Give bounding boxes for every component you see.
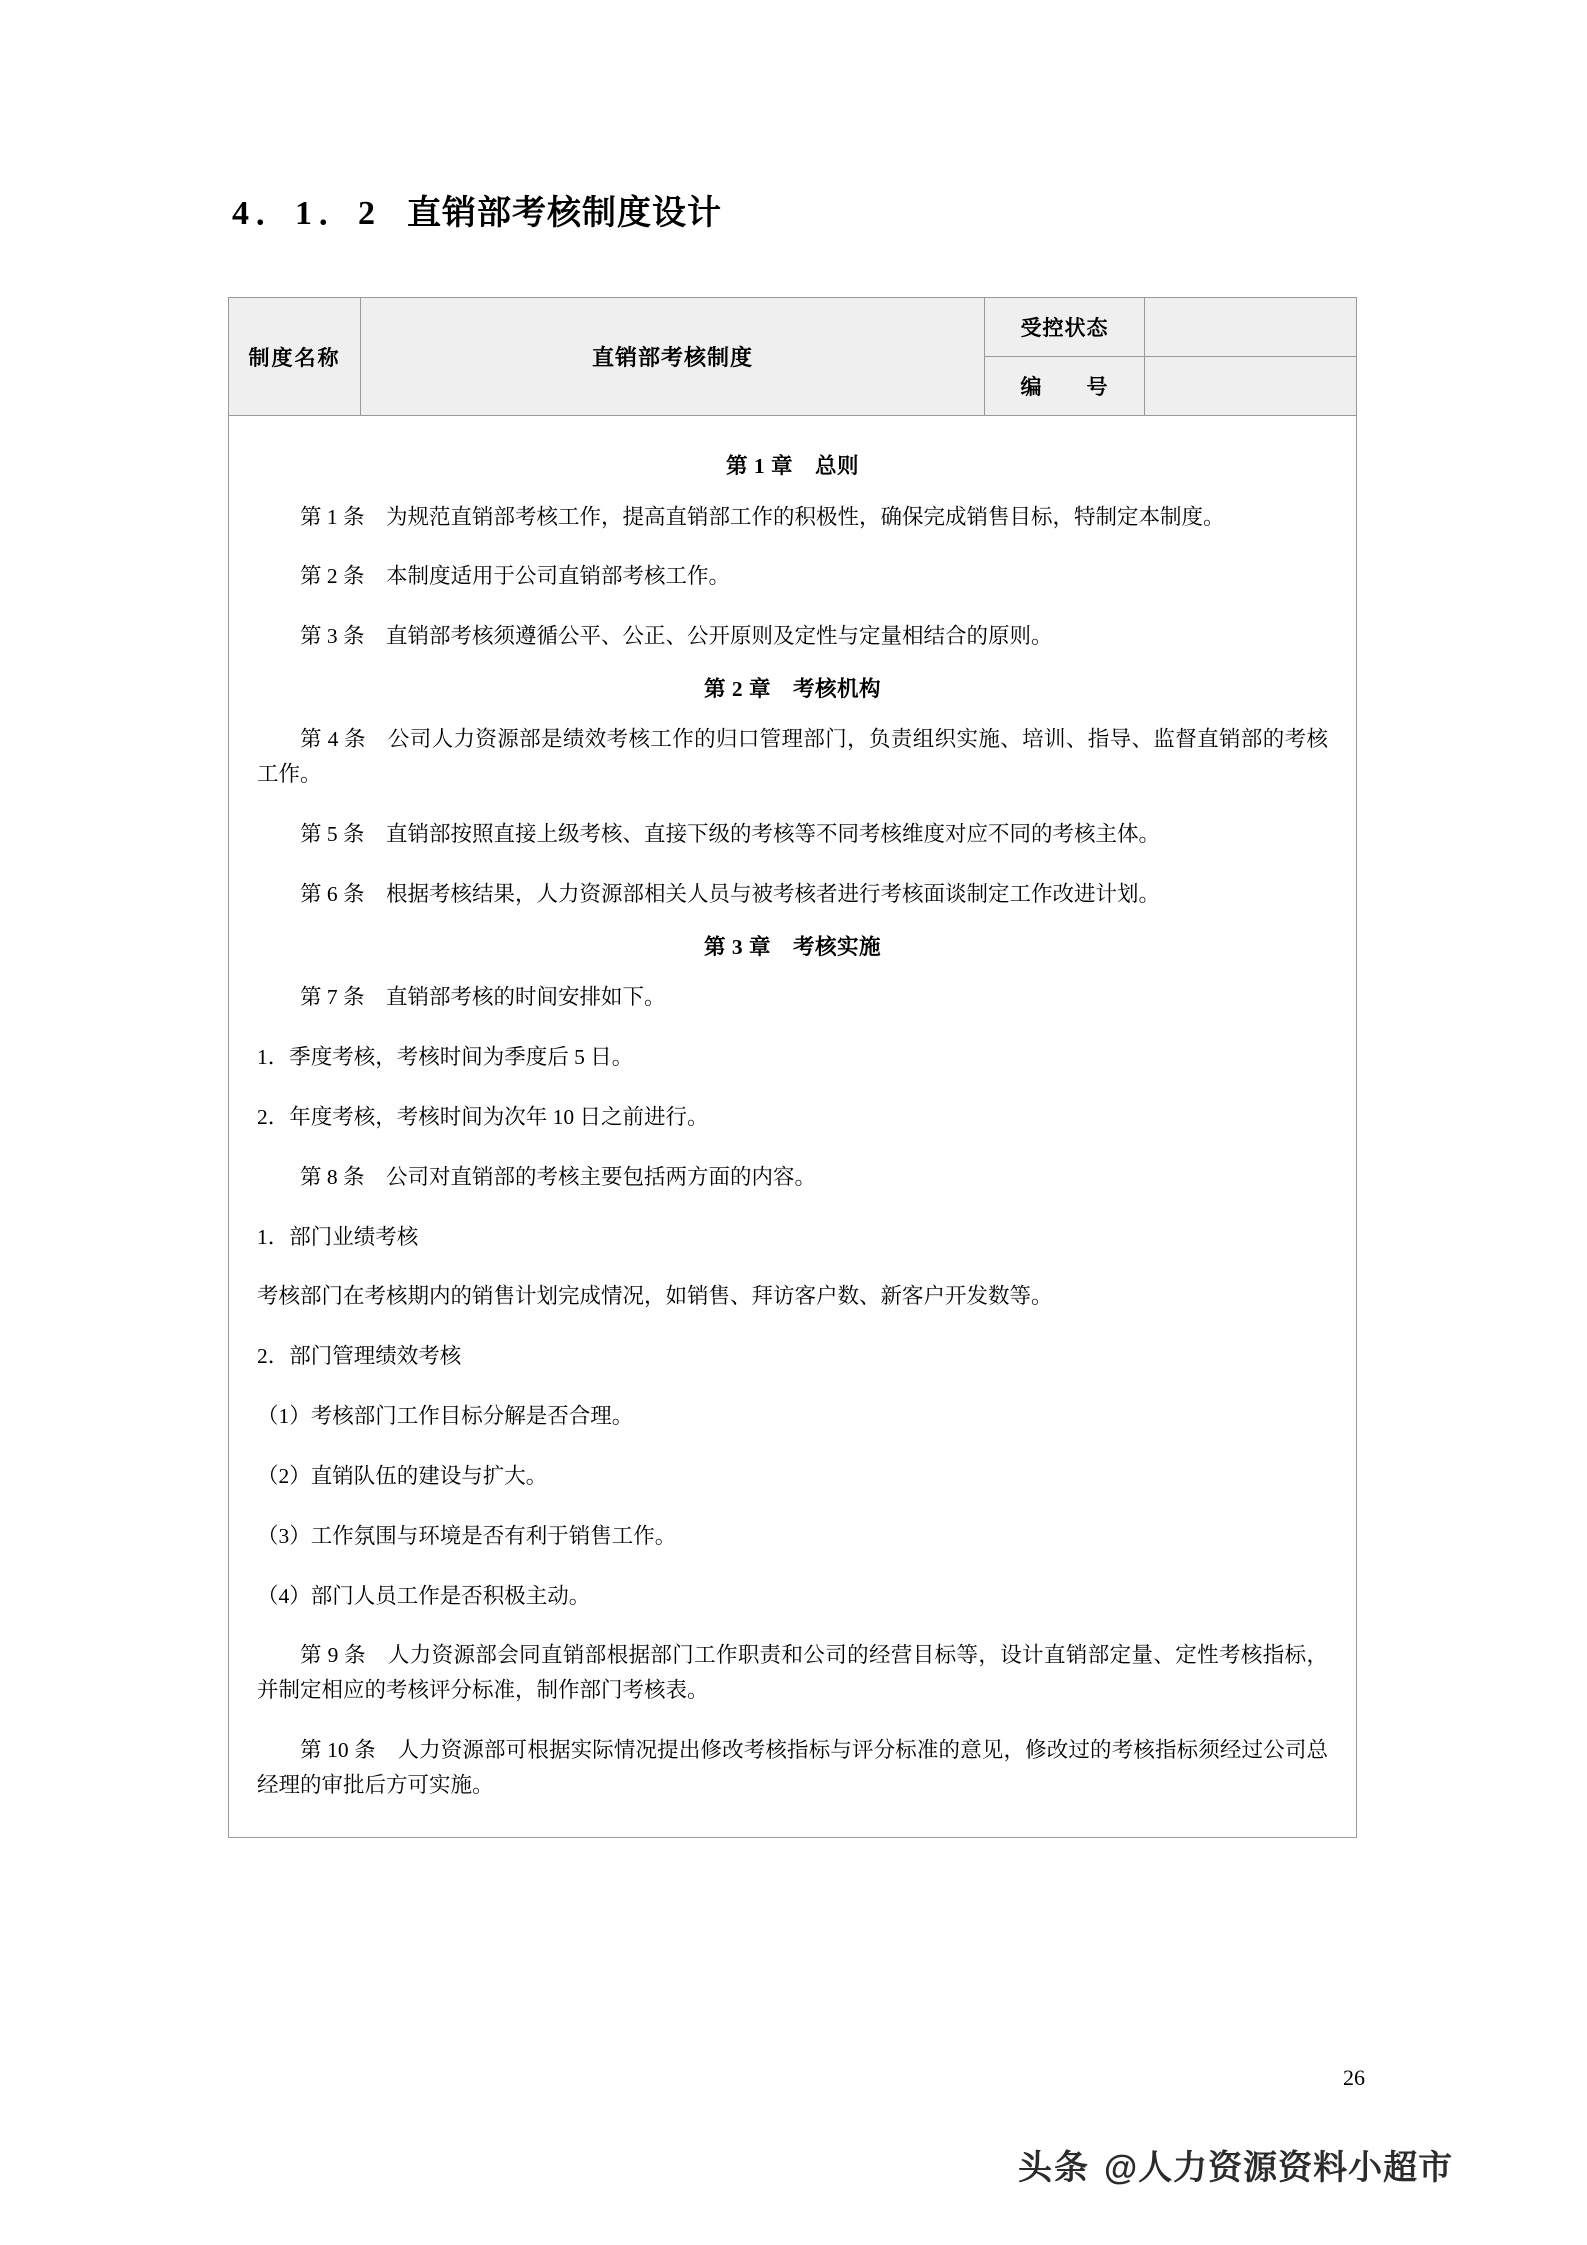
document-number-value xyxy=(1145,357,1357,416)
page-title xyxy=(232,185,722,234)
article-8: 第 8 条 公司对直销部的考核主要包括两方面的内容。 xyxy=(300,1164,817,1189)
chapter-2-heading: 第 2 章 考核机构 xyxy=(703,676,881,701)
article-7: 第 7 条 直销部考核的时间安排如下。 xyxy=(300,985,666,1010)
page-title-number: 4．1．2 xyxy=(232,195,381,232)
article-8-item-2: 2．部门管理绩效考核 xyxy=(257,1344,462,1369)
article-7-item-1: 1．季度考核，考核时间为季度后 5 日。 xyxy=(257,1045,634,1070)
article-6: 第 6 条 根据考核结果，人力资源部相关人员与被考核者进行考核面谈制定工作改进计划。 xyxy=(300,881,1161,906)
article-8-item-2-sub-2: （2）直销队伍的建设与扩大。 xyxy=(257,1463,548,1488)
watermark xyxy=(1018,2140,1453,2189)
article-8-item-1-text: 考核部门在考核期内的销售计划完成情况，如销售、拜访客户数、新客户开发数等。 xyxy=(257,1284,1053,1309)
article-2: 第 2 条 本制度适用于公司直销部考核工作。 xyxy=(300,564,731,589)
table-row xyxy=(229,298,1357,357)
article-7-item-2: 2．年度考核，考核时间为次年 10 日之前进行。 xyxy=(257,1104,709,1129)
document-number-label: 编 号 xyxy=(985,357,1145,416)
chapter-1-heading: 第 1 章 总则 xyxy=(725,454,859,478)
article-10: 第 10 条 人力资源部可根据实际情况提出修改考核指标与评分标准的意见，修改过的考核指标须经过公司总经理的审批后方可实施。 xyxy=(257,1738,1328,1797)
watermark-logo: 头条 xyxy=(1018,2149,1090,2187)
article-9: 第 9 条 人力资源部会同直销部根据部门工作职责和公司的经营目标等，设计直销部定量、定性考核指标，并制定相应的考核评分标准，制作部门考核表。 xyxy=(257,1643,1328,1703)
page-number: 26 xyxy=(1343,2065,1365,2090)
article-8-item-1: 1．部门业绩考核 xyxy=(257,1224,419,1249)
article-1: 第 1 条 为规范直销部考核工作，提高直销部工作的积极性，确保完成销售目标，特制定本制度。 xyxy=(300,504,1225,529)
controlled-status-value xyxy=(1145,298,1357,357)
system-name-label: 制度名称 xyxy=(229,298,361,416)
system-name-value: 直销部考核制度 xyxy=(361,298,985,416)
article-5: 第 5 条 直销部按照直接上级考核、直接下级的考核等不同考核维度对应不同的考核主体。 xyxy=(300,822,1161,847)
page-title-text: 直销部考核制度设计 xyxy=(407,195,722,232)
article-8-item-2-sub-3: （3）工作氛围与环境是否有利于销售工作。 xyxy=(257,1523,677,1548)
table-row xyxy=(229,416,1357,1838)
article-8-item-2-sub-4: （4）部门人员工作是否积极主动。 xyxy=(257,1583,591,1608)
article-4: 第 4 条 公司人力资源部是绩效考核工作的归口管理部门，负责组织实施、培训、指导、监督直销部的考核工作。 xyxy=(257,727,1328,787)
article-3: 第 3 条 直销部考核须遵循公平、公正、公开原则及定性与定量相结合的原则。 xyxy=(300,624,1053,649)
regulation-table xyxy=(228,297,1357,1838)
article-8-item-2-sub-1: （1）考核部门工作目标分解是否合理。 xyxy=(257,1404,634,1429)
controlled-status-label: 受控状态 xyxy=(985,298,1145,357)
regulation-body xyxy=(229,416,1357,1838)
chapter-3-heading: 第 3 章 考核实施 xyxy=(703,934,881,959)
watermark-text: @人力资源资料小超市 xyxy=(1104,2149,1454,2187)
